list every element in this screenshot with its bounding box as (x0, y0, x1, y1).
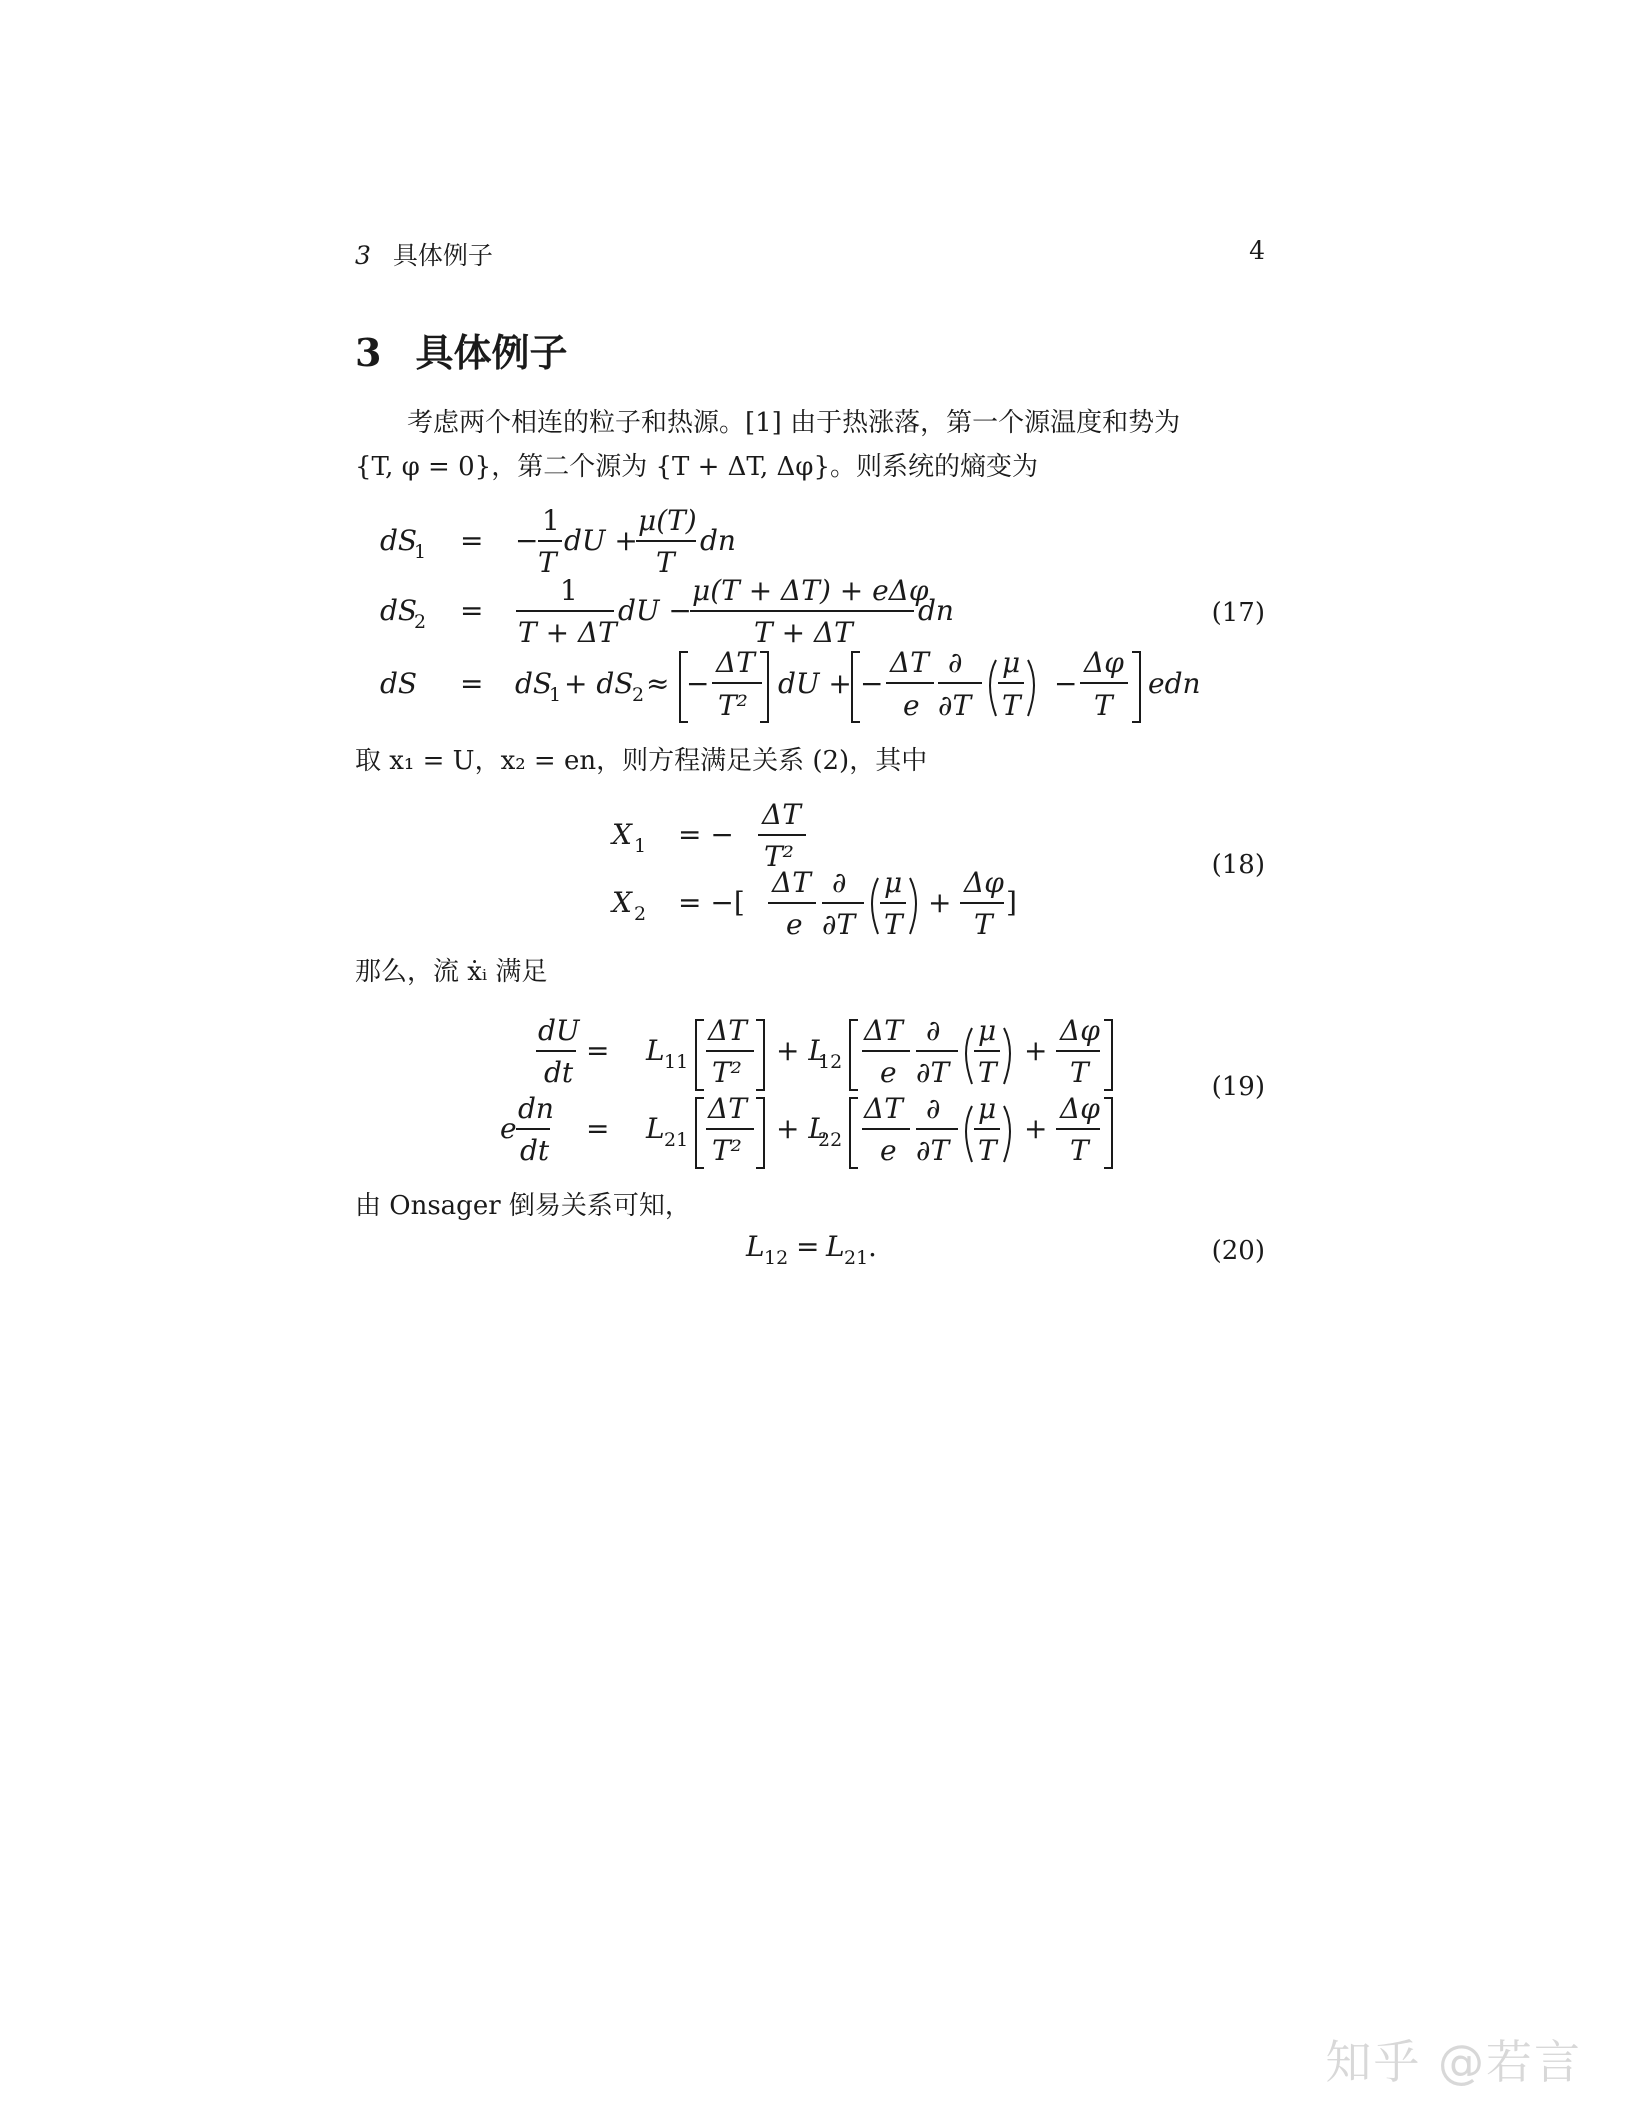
equation-number-20: (20) (1211, 1236, 1265, 1266)
svg-text:∂: ∂ (948, 646, 963, 679)
svg-text:edn: edn (1148, 667, 1201, 700)
svg-text:dS: dS (380, 524, 418, 557)
svg-text:T²: T² (718, 689, 748, 722)
svg-text:ΔT: ΔT (864, 1092, 903, 1125)
equation-19 (500, 1014, 1112, 1168)
svg-text:−: − (860, 667, 884, 700)
svg-text:+ L: + L (776, 1112, 827, 1145)
svg-text:ΔT: ΔT (708, 1014, 747, 1047)
svg-text:μ: μ (978, 1092, 997, 1125)
equation-18 (610, 798, 1017, 941)
svg-text:dU +: dU + (564, 524, 638, 557)
svg-text:∂T: ∂T (938, 689, 972, 722)
svg-text:= −[: = −[ (678, 886, 745, 919)
page-number: 4 (1249, 236, 1265, 265)
svg-text:ΔT: ΔT (772, 866, 811, 899)
svg-text:L: L (646, 1034, 665, 1067)
paragraph-onsager: 由 Onsager 倒易关系可知， (355, 1191, 691, 1221)
svg-text:e: e (880, 1056, 897, 1089)
svg-text:=: = (460, 524, 484, 557)
svg-text:1: 1 (634, 835, 647, 857)
svg-text:.: . (868, 1230, 877, 1263)
svg-text:=: = (460, 594, 484, 627)
svg-text:T: T (1002, 689, 1021, 722)
svg-text:T + ΔT: T + ΔT (754, 616, 853, 649)
svg-text:ΔT: ΔT (762, 798, 801, 831)
svg-text:dS: dS (515, 667, 553, 700)
svg-text:Δφ: Δφ (964, 866, 1004, 899)
svg-text:e: e (880, 1134, 897, 1167)
section-number: 3 (355, 330, 382, 375)
svg-text:dS: dS (380, 667, 418, 700)
svg-text:1: 1 (560, 574, 578, 607)
svg-text:e: e (786, 908, 803, 941)
paragraph-flux: 那么，流 ẋᵢ 满足 (355, 957, 548, 987)
svg-text:T + ΔT: T + ΔT (518, 616, 617, 649)
svg-text:∂T: ∂T (822, 908, 856, 941)
svg-text:T: T (978, 1134, 997, 1167)
svg-text:T: T (538, 546, 557, 579)
svg-text:−: − (515, 524, 539, 557)
section-title: 具体例子 (415, 330, 568, 375)
svg-text:e: e (903, 689, 920, 722)
svg-text:+: + (1024, 1034, 1048, 1067)
svg-text:dn: dn (700, 524, 736, 557)
svg-text:1: 1 (542, 504, 560, 537)
svg-text:22: 22 (818, 1129, 843, 1151)
svg-text:]: ] (1006, 886, 1017, 919)
svg-text:21: 21 (844, 1247, 869, 1269)
svg-text:T: T (1094, 689, 1113, 722)
svg-text:∂T: ∂T (916, 1134, 950, 1167)
svg-text:2: 2 (634, 903, 647, 925)
svg-text:21: 21 (664, 1129, 689, 1151)
svg-text:μ: μ (1002, 646, 1021, 679)
svg-text:11: 11 (664, 1051, 689, 1073)
running-head-title: 3 具体例子 (355, 241, 493, 270)
svg-text:T: T (884, 908, 903, 941)
svg-text:T: T (1070, 1134, 1089, 1167)
svg-text:X: X (612, 886, 632, 919)
equation-17 (380, 504, 1201, 722)
svg-text:=: = (586, 1034, 610, 1067)
paragraph-intro-line1: 考虑两个相连的粒子和热源。[1] 由于热涨落，第一个源温度和势为 (407, 408, 1181, 438)
equation-number-17: (17) (1211, 598, 1265, 628)
svg-text:∂T: ∂T (916, 1056, 950, 1089)
svg-text:T²: T² (764, 840, 794, 873)
svg-text:ΔT: ΔT (708, 1092, 747, 1125)
svg-text:dt: dt (520, 1134, 550, 1167)
svg-text:T: T (974, 908, 993, 941)
svg-text:Δφ: Δφ (1084, 646, 1124, 679)
section-heading (355, 322, 567, 377)
svg-text:dU: dU (538, 1014, 580, 1047)
svg-text:ΔT: ΔT (890, 646, 929, 679)
svg-text:2: 2 (414, 611, 427, 633)
svg-text:=: = (460, 667, 484, 700)
svg-text:+ dS: + dS (564, 667, 634, 700)
svg-text:T²: T² (712, 1056, 742, 1089)
watermark: 知乎 @若言 (1325, 2035, 1582, 2089)
svg-text:+ L: + L (776, 1034, 827, 1067)
svg-text:1: 1 (414, 541, 427, 563)
running-head (355, 236, 1265, 276)
svg-text:X: X (612, 818, 632, 851)
svg-text:ΔT: ΔT (864, 1014, 903, 1047)
svg-text:e: e (500, 1112, 517, 1145)
svg-text:dU +: dU + (778, 667, 852, 700)
svg-text:= −: = − (678, 818, 734, 851)
svg-text:=: = (586, 1112, 610, 1145)
svg-text:−: − (1054, 667, 1078, 700)
svg-text:2: 2 (632, 684, 645, 706)
svg-text:T²: T² (712, 1134, 742, 1167)
svg-text:dn: dn (518, 1092, 554, 1125)
equation-number-19: (19) (1211, 1072, 1265, 1102)
svg-text:Δφ: Δφ (1060, 1014, 1100, 1047)
svg-text:T: T (978, 1056, 997, 1089)
svg-text:ΔT: ΔT (716, 646, 755, 679)
svg-text:μ(T + ΔT) + eΔφ: μ(T + ΔT) + eΔφ (692, 574, 929, 607)
svg-text:T: T (1070, 1056, 1089, 1089)
svg-text:μ(T): μ(T) (638, 504, 697, 537)
svg-text:∂: ∂ (926, 1092, 941, 1125)
svg-text:μ: μ (884, 866, 903, 899)
svg-text:L: L (646, 1112, 665, 1145)
svg-text:L: L (826, 1230, 845, 1263)
paragraph-choose-variables: 取 x₁ = U，x₂ = en，则方程满足关系 (2)，其中 (355, 746, 928, 776)
svg-text:dU −: dU − (618, 594, 692, 627)
svg-text:∂: ∂ (926, 1014, 941, 1047)
svg-text:dt: dt (544, 1056, 574, 1089)
svg-text:μ: μ (978, 1014, 997, 1047)
svg-text:≈: ≈ (646, 667, 670, 700)
equation-20 (745, 1230, 877, 1269)
svg-text:+: + (928, 886, 952, 919)
svg-text:L: L (746, 1230, 765, 1263)
paragraph-intro-line2: {T, φ = 0}，第二个源为 {T + ΔT, Δφ}。则系统的熵变为 (355, 452, 1039, 482)
svg-text:=: = (796, 1230, 820, 1263)
svg-text:12: 12 (764, 1247, 789, 1269)
svg-text:1: 1 (549, 684, 562, 706)
svg-text:Δφ: Δφ (1060, 1092, 1100, 1125)
equation-number-18: (18) (1211, 850, 1265, 880)
svg-text:12: 12 (818, 1051, 843, 1073)
svg-text:−: − (686, 667, 710, 700)
svg-text:dn: dn (918, 594, 954, 627)
svg-text:∂: ∂ (832, 866, 847, 899)
svg-text:+: + (1024, 1112, 1048, 1145)
svg-text:T: T (656, 546, 675, 579)
svg-text:dS: dS (380, 594, 418, 627)
